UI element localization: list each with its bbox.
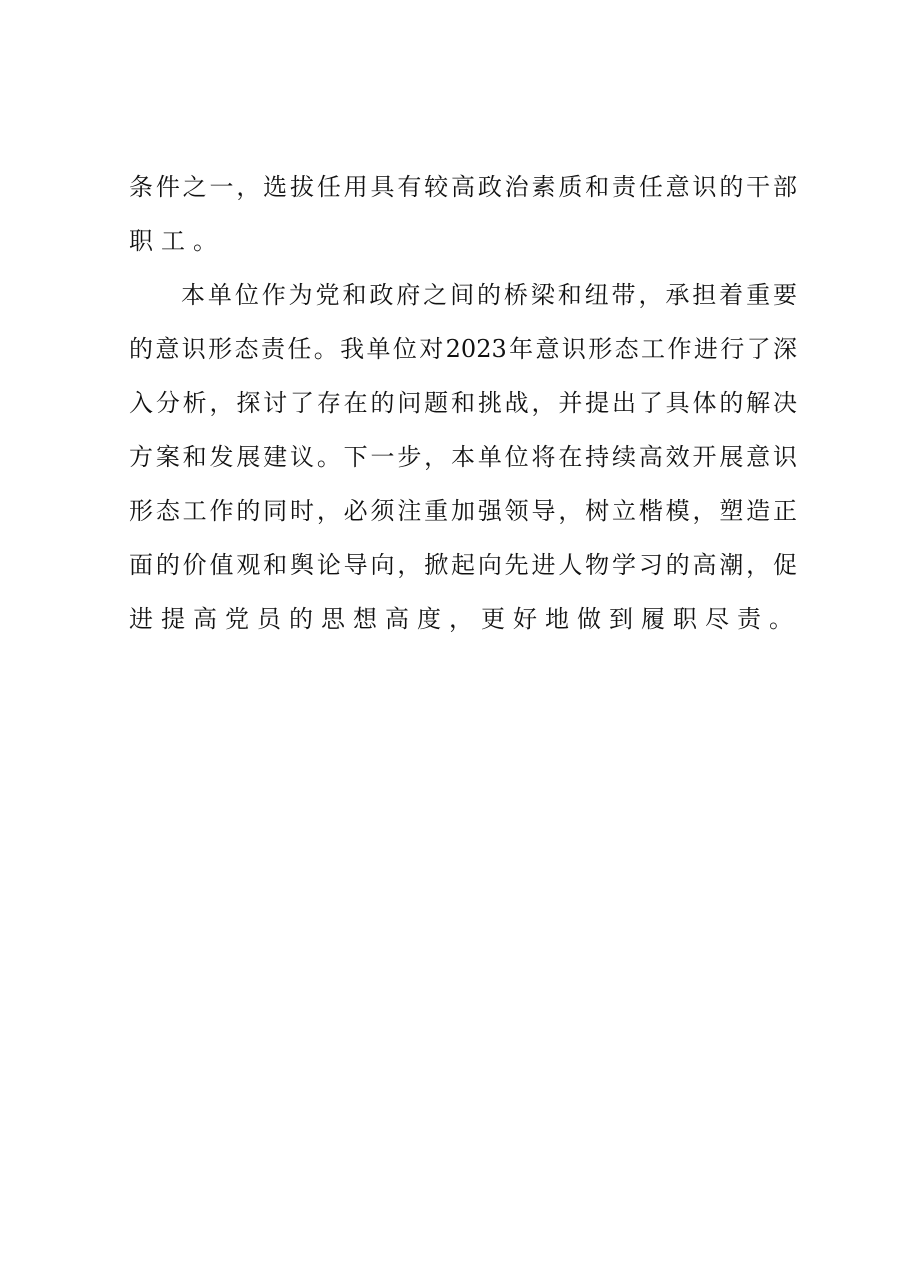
paragraph-2 [129,268,801,646]
paragraph-line: 条件之一，选拔任用具有较高政治素质和责任意识的干部 [129,173,797,201]
paragraph-line: 形态工作的同时，必须注重加强领导，树立楷模，塑造正 [129,497,797,525]
document-body [129,160,801,646]
paragraph-line: 面的价值观和舆论导向，掀起向先进人物学习的高潮，促 [129,551,797,579]
paragraph-line: 进提高党员的思想高度，更好地做到履职尽责。 [129,605,801,633]
paragraph-1 [129,160,797,268]
paragraph-line: 本单位作为党和政府之间的桥梁和纽带，承担着重要 [181,281,797,309]
paragraph-line: 的意识形态责任。我单位对2023年意识形态工作进行了深 [129,335,797,363]
paragraph-line: 入分析，探讨了存在的问题和挑战，并提出了具体的解决 [129,389,797,417]
paragraph-line: 方案和发展建议。下一步，本单位将在持续高效开展意识 [129,443,797,471]
paragraph-line: 职工。 [129,227,225,255]
